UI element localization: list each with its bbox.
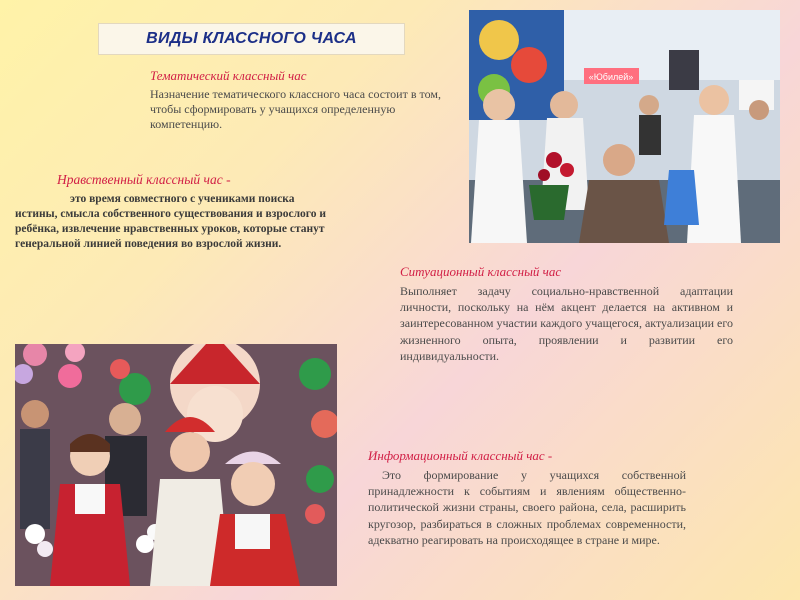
- informational-heading: Информационный классный час -: [368, 448, 553, 463]
- situational-heading: Ситуационный классный час: [400, 264, 562, 279]
- thematic-heading: Тематический классный час: [150, 68, 307, 83]
- informational-text: Это формирование у учащихся собственной принадлежности к событиям и явлениям общественно-политической жизни страны, своего района, села, расширить кругозор, разбираться в сложных проблемах современности, адекватно реагировать на происходящее в стране и мире.: [368, 468, 686, 547]
- moral-text: это время совместного с учениками поиска истины, смысла собственного существования и взрослого и ребёнка, извлечение нравственных уроков, которые станут генеральной линией поведения во взрослой жизни.: [15, 193, 326, 250]
- informational-section: [368, 448, 686, 548]
- title-box: [98, 23, 405, 55]
- moral-section: [15, 172, 328, 252]
- thematic-section: [150, 68, 445, 132]
- photo-ceremony: [469, 10, 780, 243]
- photo-sign-text: «Юбилей»: [588, 72, 634, 82]
- situational-section: [400, 264, 733, 364]
- thematic-text: Назначение тематического классного часа состоит в том, чтобы сформировать у учащихся определенную компетенцию.: [150, 87, 441, 131]
- photo-folk-costumes: [15, 344, 337, 586]
- moral-heading: Нравственный классный час -: [57, 172, 231, 187]
- situational-text: Выполняет задачу социально-нравственной адаптации личности, поскольку на нём акцент делается на активном и заинтересованном участии каждого учащегося, актуализации его жизненного опыта, проявлении и развитии его индивидуальности.: [400, 284, 733, 363]
- page-title: ВИДЫ КЛАССНОГО ЧАСА: [146, 30, 357, 47]
